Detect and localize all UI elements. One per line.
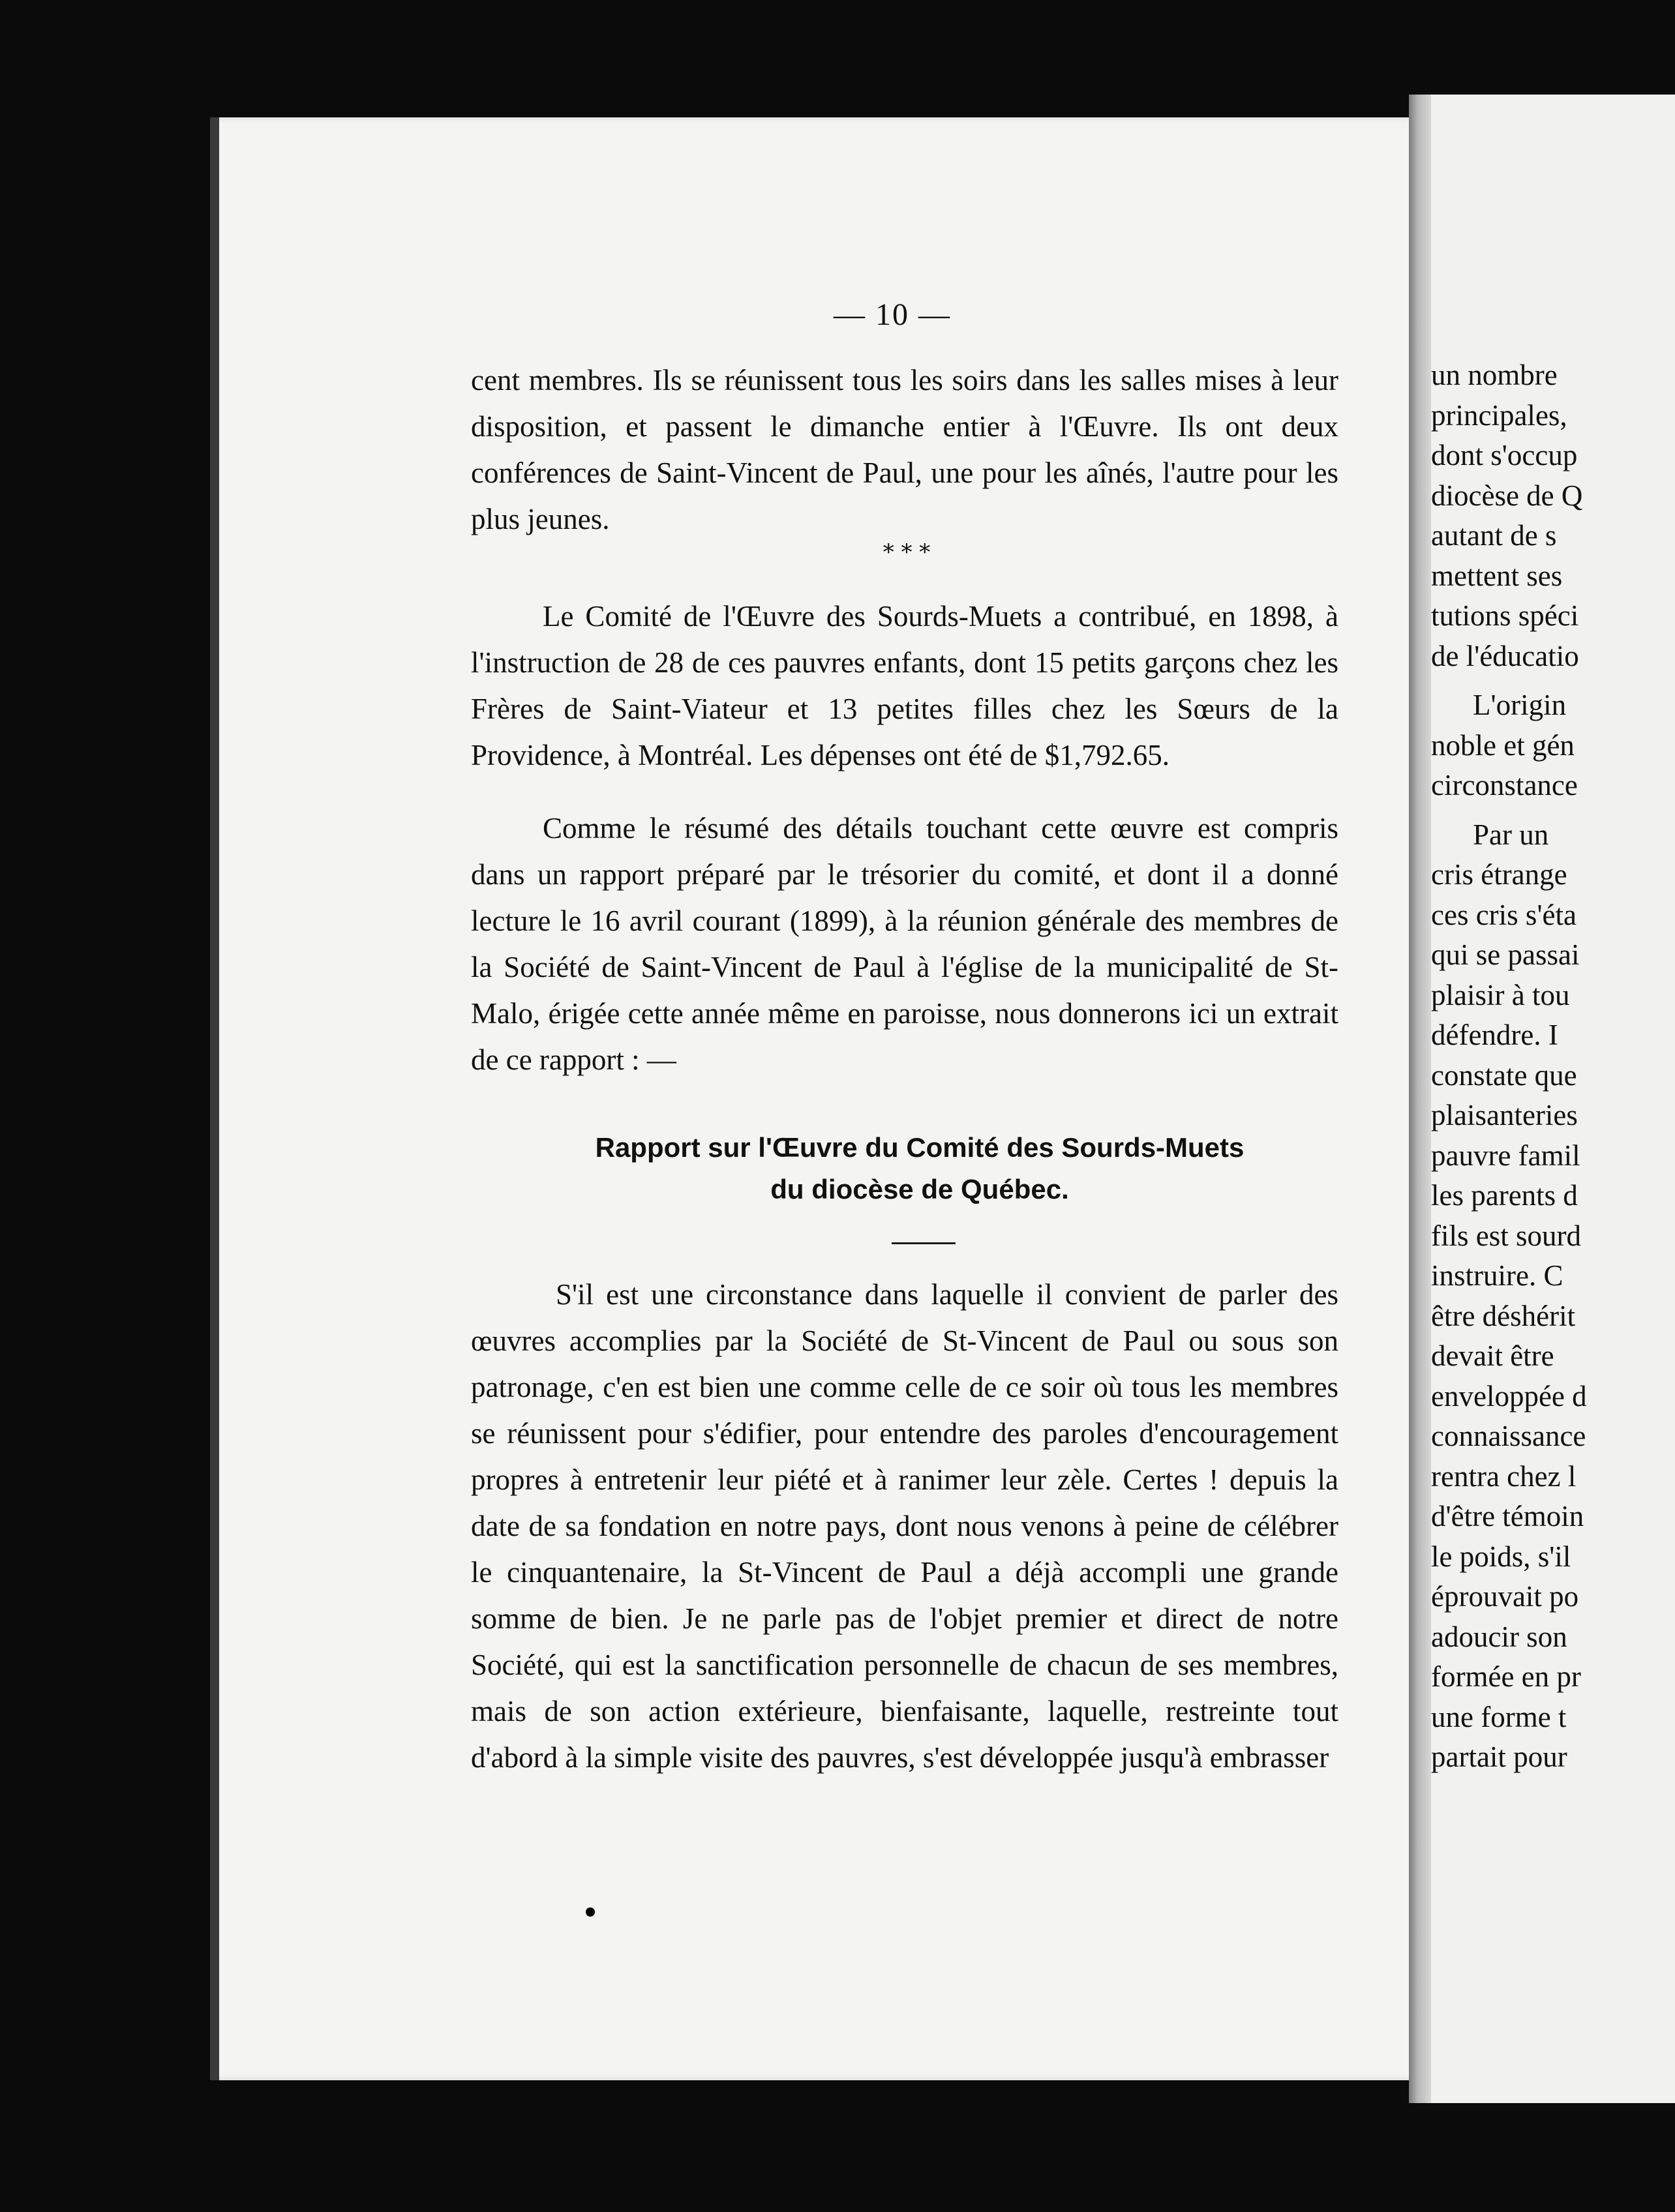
right-line: le poids, s'il <box>1431 1540 1571 1573</box>
right-line: d'être témoin <box>1431 1500 1584 1532</box>
right-line: autant de s <box>1431 519 1557 552</box>
right-line: plaisir à tou <box>1431 978 1570 1011</box>
right-line: fils est sourd <box>1431 1219 1581 1252</box>
ink-dot <box>586 1907 595 1917</box>
right-line: dont s'occup <box>1431 439 1578 471</box>
right-line: mettent ses <box>1431 559 1563 592</box>
right-line: défendre. I <box>1431 1019 1558 1051</box>
right-line: Par un <box>1473 818 1549 851</box>
right-line: principales, <box>1431 398 1567 432</box>
report-title-line-1: Rapport sur l'Œuvre du Comité des Sourds-Muets <box>595 1132 1245 1163</box>
right-line: une forme t <box>1431 1700 1567 1733</box>
right-line: diocèse de Q <box>1431 479 1583 512</box>
right-line: instruire. C <box>1431 1259 1563 1292</box>
paragraph-1: cent membres. Ils se réunissent tous les soirs dans les salles mises à leur disposition, et passent le dimanche entier à l'Œuvre. Ils ont deux conférences de Saint-Vincent de Paul, une pour les aînés, l'autre pour les plus jeunes. <box>471 364 1338 535</box>
right-line: adoucir son <box>1431 1620 1567 1653</box>
right-line: circonstance <box>1431 769 1578 801</box>
right-line: enveloppée d <box>1431 1379 1587 1412</box>
paragraph-2: Le Comité de l'Œuvre des Sourds-Muets a contribué, en 1898, à l'instruction de 28 de ces pauvres enfants, dont 15 petits garçons chez les Frères de Saint-Viateur et 13 petites filles chez les Sœurs de la Providence, à Montréal. Les dépenses ont été de $1,792.65. <box>471 600 1338 771</box>
right-line: devait être <box>1431 1339 1554 1372</box>
right-line: constate que <box>1431 1058 1577 1092</box>
right-line: un nombre <box>1431 359 1558 391</box>
right-page <box>1431 95 1675 2103</box>
right-line: connaissance <box>1431 1420 1586 1452</box>
right-line: ces cris s'éta <box>1431 898 1577 931</box>
right-line: partait pour <box>1431 1741 1567 1773</box>
right-line: tutions spéci <box>1431 599 1579 632</box>
right-line: cris étrange <box>1431 858 1567 891</box>
section-rule <box>892 1242 956 1244</box>
asterism-separator: * * * <box>883 539 931 565</box>
right-line: les parents d <box>1431 1179 1578 1212</box>
page-number: — 10 — <box>834 297 951 332</box>
report-title-line-2: du diocèse de Québec. <box>770 1174 1069 1204</box>
right-line: formée en pr <box>1431 1660 1581 1693</box>
right-line: rentra chez l <box>1431 1459 1577 1493</box>
book-gutter <box>1409 95 1431 2103</box>
right-line: de l'éducatio <box>1431 639 1579 672</box>
right-line: noble et gén <box>1431 728 1575 762</box>
paragraph-4: S'il est une circonstance dans laquelle il convient de parler des œuvres accomplies par la Société de St-Vincent de Paul ou sous son patronage, c'en est bien une comme celle de ce soir où tous les membres se réunissent pour s'édifier, pour entendre des paroles d'encouragement propres à entretenir leur piété et à ranimer leur zèle. Certes ! depuis la date de sa fondation en notre pays, dont nous venons à peine de célébrer le cinquantenaire, la St-Vincent de Paul a déjà accompli une grande somme de bien. Je ne parle pas de l'objet premier et direct de notre Société, qui est la sanctification personnelle de chacun de ses membres, mais de son action extérieure, bienfaisante, laquelle, restreinte tout d'abord à la simple visite des pauvres, s'est développée jusqu'à embrasser <box>471 1278 1338 1774</box>
right-line: pauvre famil <box>1431 1139 1580 1172</box>
right-line: L'origin <box>1473 689 1567 721</box>
right-line: être déshérit <box>1431 1299 1576 1332</box>
report-title <box>496 1127 1344 1210</box>
paragraph-3: Comme le résumé des détails touchant cette œuvre est compris dans un rapport préparé par le trésorier du comité, et dont il a donné lecture le 16 avril courant (1899), à la réunion générale des membres de la Société de Saint-Vincent de Paul à l'église de la municipalité de St-Malo, érigée cette année même en paroisse, nous donnerons ici un extrait de ce rapport : — <box>471 812 1338 1076</box>
right-line: plaisanteries <box>1431 1099 1578 1131</box>
right-line: éprouvait po <box>1431 1580 1579 1613</box>
right-line: qui se passai <box>1431 938 1580 971</box>
right-page-text <box>1431 355 1675 1778</box>
